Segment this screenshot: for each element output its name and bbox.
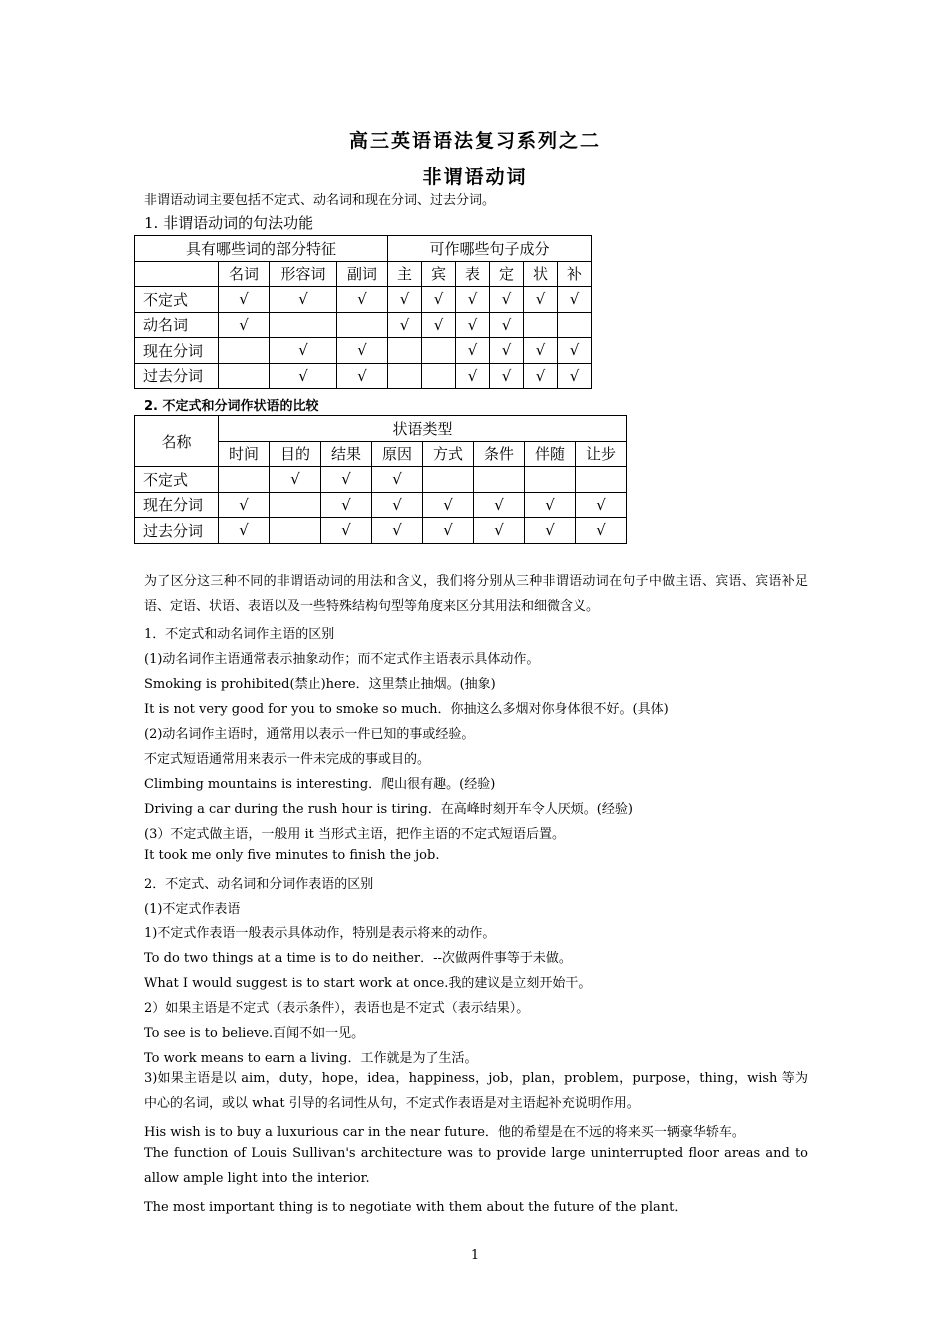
table-cell: √	[490, 338, 524, 364]
table-header-row	[135, 261, 592, 287]
table-cell: √	[372, 467, 423, 493]
table-col-header: 方式	[423, 441, 474, 467]
table-header-row	[135, 416, 627, 442]
row-label: 现在分词	[135, 492, 219, 518]
table-cell	[219, 363, 270, 389]
table-cell	[219, 338, 270, 364]
table-cell: √	[219, 287, 270, 313]
table-col-header: 目的	[270, 441, 321, 467]
table-col-header: 状	[524, 261, 558, 287]
table-cell: √	[321, 467, 372, 493]
table-header-row	[135, 236, 592, 262]
table-cell	[474, 467, 525, 493]
table-cell: √	[456, 312, 490, 338]
table-cell: √	[423, 492, 474, 518]
table-col-header: 名词	[219, 261, 270, 287]
table-cell: √	[525, 518, 576, 544]
table-cell: √	[456, 287, 490, 313]
section1-heading: 1. 非谓语动词的句法功能	[144, 214, 314, 232]
table-cell: √	[270, 338, 337, 364]
table-cell	[422, 338, 456, 364]
table-cell	[270, 492, 321, 518]
text-line: 1)不定式作表语一般表示具体动作，特别是表示将来的动作。	[144, 926, 496, 941]
intro-text: 非谓语动词主要包括不定式、动名词和现在分词、过去分词。	[144, 193, 496, 208]
table-group-header: 具有哪些词的部分特征	[135, 236, 388, 262]
text-line: 1．不定式和动名词作主语的区别	[144, 627, 335, 642]
text-line: (3）不定式做主语，一般用 it 当形式主语，把作主语的不定式短语后置。	[144, 827, 565, 842]
table-cell: √	[337, 363, 388, 389]
text-line: His wish is to buy a luxurious car in the near future．他的希望是在不远的将来买一辆豪华轿车。	[144, 1125, 745, 1140]
table-cell	[337, 312, 388, 338]
table-cell: √	[388, 312, 422, 338]
wish-paragraph: 3)如果主语是以 aim，duty，hope，idea，happiness，job，plan，problem，purpose，thing，wish 等为中心的名词，或以 what 引导的名词性从句，不定式作表语是对主语起补充说明作用。	[144, 1071, 808, 1111]
table-cell: √	[219, 492, 270, 518]
row-label: 现在分词	[135, 338, 219, 364]
row-label: 不定式	[135, 467, 219, 493]
table-cell: √	[576, 492, 627, 518]
text-line: To work means to earn a living．工作就是为了生活。	[144, 1051, 478, 1066]
table-cell	[219, 467, 270, 493]
table-cell	[576, 467, 627, 493]
table-cell: √	[219, 518, 270, 544]
table-cell	[524, 312, 558, 338]
table-row	[135, 287, 592, 313]
text-line: 2）如果主语是不定式（表示条件），表语也是不定式（表示结果）。	[144, 1001, 530, 1016]
text-line: (1)不定式作表语	[144, 902, 241, 917]
table-cell: √	[524, 338, 558, 364]
table-cell: √	[422, 312, 456, 338]
text-line: What I would suggest is to start work at once.我的建议是立刻开始干。	[144, 976, 592, 991]
table-cell	[423, 467, 474, 493]
row-label: 过去分词	[135, 363, 219, 389]
table-cell: √	[558, 287, 592, 313]
table-col-header: 结果	[321, 441, 372, 467]
text-line: It took me only five minutes to finish the job.	[144, 848, 440, 863]
table-row	[135, 467, 627, 493]
table-cell: √	[270, 467, 321, 493]
table-cell	[270, 312, 337, 338]
table-cell: √	[474, 492, 525, 518]
table-cell: √	[372, 492, 423, 518]
table-cell: √	[388, 287, 422, 313]
table-cell: √	[337, 338, 388, 364]
table-col-header: 让步	[576, 441, 627, 467]
page-number: 1	[470, 1248, 480, 1263]
table-cell: √	[372, 518, 423, 544]
sullivan-paragraph: The function of Louis Sullivan's architecture was to provide large uninterrupted floor areas and to allow ample light into the interior.	[144, 1146, 808, 1186]
table-cell: √	[270, 363, 337, 389]
table-group-header: 可作哪些句子成分	[388, 236, 592, 262]
table-cell: √	[524, 287, 558, 313]
table-cell	[388, 338, 422, 364]
table-cell: √	[558, 363, 592, 389]
table-cell: √	[422, 287, 456, 313]
table-cell: √	[270, 287, 337, 313]
table-row	[135, 312, 592, 338]
table-row	[135, 518, 627, 544]
table-cell: √	[576, 518, 627, 544]
table-cell: √	[490, 287, 524, 313]
table-cell: √	[456, 363, 490, 389]
table-row	[135, 363, 592, 389]
table-col-header: 副词	[337, 261, 388, 287]
table-cell: √	[423, 518, 474, 544]
table-cell: √	[490, 363, 524, 389]
table-col-header: 形容词	[270, 261, 337, 287]
row-label: 过去分词	[135, 518, 219, 544]
table-cell: √	[558, 338, 592, 364]
text-line: 2．不定式、动名词和分词作表语的区别	[144, 877, 374, 892]
text-line: Climbing mountains is interesting．爬山很有趣。(经验)	[144, 777, 496, 792]
section2-heading: 2. 不定式和分词作状语的比较	[144, 399, 319, 414]
adverbial-comparison-table	[134, 415, 627, 544]
table-cell	[422, 363, 456, 389]
table-col-header: 时间	[219, 441, 270, 467]
text-line: Smoking is prohibited(禁止)here．这里禁止抽烟。(抽象)	[144, 677, 496, 692]
table-name-header: 名称	[135, 416, 219, 467]
document-title: 高三英语语法复习系列之二	[348, 130, 601, 152]
text-line: The most important thing is to negotiate with them about the future of the plant．	[144, 1200, 688, 1215]
intro-paragraph: 为了区分这三种不同的非谓语动词的用法和含义，我们将分别从三种非谓语动词在句子中做主语、宾语、宾语补足语、定语、状语、表语以及一些特殊结构句型等角度来区分其用法和细微含义。	[144, 574, 808, 614]
table-cell	[558, 312, 592, 338]
table-col-header: 伴随	[525, 441, 576, 467]
table-col-header: 定	[490, 261, 524, 287]
table-cell	[525, 467, 576, 493]
table-cell: √	[525, 492, 576, 518]
text-line: Driving a car during the rush hour is tiring．在高峰时刻开车令人厌烦。(经验)	[144, 802, 633, 817]
table-row	[135, 492, 627, 518]
text-line: (1)动名词作主语通常表示抽象动作；而不定式作主语表示具体动作。	[144, 652, 540, 667]
text-line: To do two things at a time is to do neither．--次做两件事等于未做。	[144, 951, 572, 966]
table-cell: √	[337, 287, 388, 313]
table-cell: √	[456, 338, 490, 364]
table-cell: √	[219, 312, 270, 338]
document-subtitle: 非谓语动词	[422, 166, 528, 188]
table-group-header: 状语类型	[219, 416, 627, 442]
table-cell: √	[490, 312, 524, 338]
table-cell: √	[524, 363, 558, 389]
table-cell: √	[474, 518, 525, 544]
text-line: 不定式短语通常用来表示一件未完成的事或目的。	[144, 752, 431, 767]
table-cell: √	[321, 518, 372, 544]
table-row	[135, 338, 592, 364]
row-label: 不定式	[135, 287, 219, 313]
table-col-header: 表	[456, 261, 490, 287]
text-line: It is not very good for you to smoke so much．你抽这么多烟对你身体很不好。(具体)	[144, 702, 669, 717]
table-col-header: 宾	[422, 261, 456, 287]
syntax-function-table	[134, 235, 592, 389]
table-col-header: 原因	[372, 441, 423, 467]
text-line: To see is to believe.百闻不如一见。	[144, 1026, 365, 1041]
table-cell: √	[321, 492, 372, 518]
text-line: (2)动名词作主语时，通常用以表示一件已知的事或经验。	[144, 727, 475, 742]
table-col-header: 条件	[474, 441, 525, 467]
table-col-header: 主	[388, 261, 422, 287]
row-label: 动名词	[135, 312, 219, 338]
table-col-header: 补	[558, 261, 592, 287]
table-cell	[135, 261, 219, 287]
table-cell	[388, 363, 422, 389]
table-cell	[270, 518, 321, 544]
